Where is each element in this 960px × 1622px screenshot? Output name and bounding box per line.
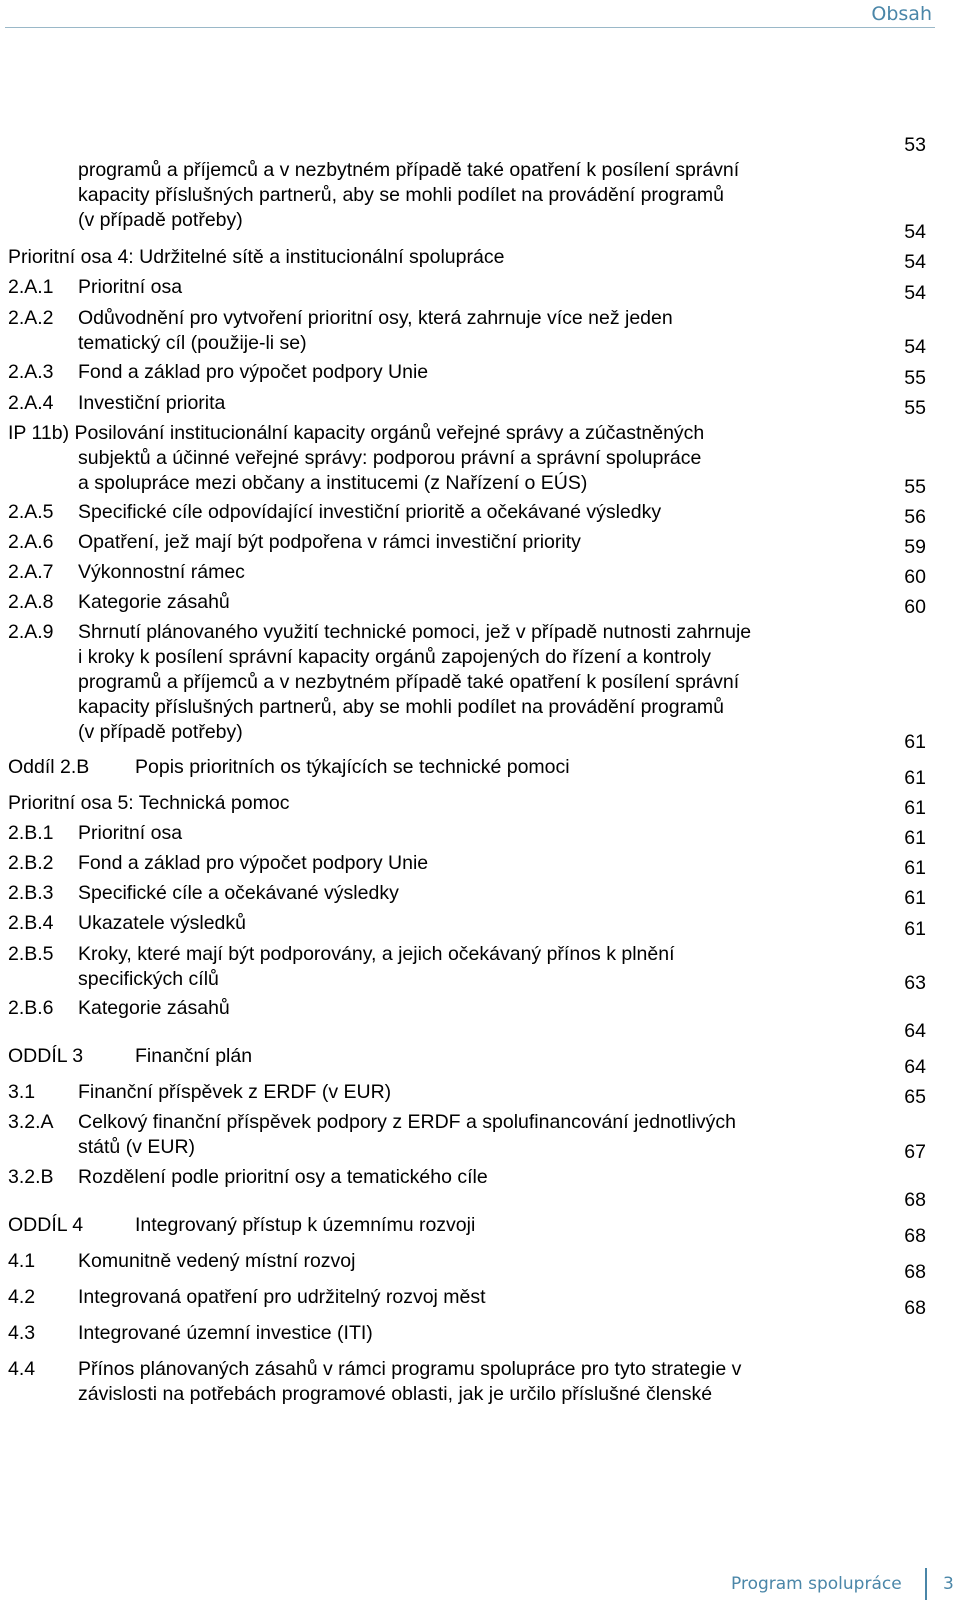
toc-entry-title-line: programů a příjemců a v nezbytném případě také opatření k posílení správní xyxy=(78,671,740,693)
toc-entry-page: 55 xyxy=(904,367,926,389)
toc-entry-number: 2.A.8 xyxy=(8,591,54,613)
toc-entry-page: 68 xyxy=(904,1261,926,1283)
toc-entry-title-line: Investiční priorita xyxy=(78,392,226,414)
toc-entry-page: 68 xyxy=(904,1297,926,1319)
toc-entry-title-line: Integrovaný přístup k územnímu rozvoji xyxy=(135,1214,476,1236)
toc-entry-title xyxy=(78,560,848,585)
toc-entry-title-line: Celkový finanční příspěvek podpory z ERDF a spolufinancování jednotlivých xyxy=(78,1111,736,1133)
toc-entry-number: 2.B.1 xyxy=(8,822,54,844)
toc-entry-title-line: Opatření, jež mají být podpořena v rámci investiční priority xyxy=(78,531,581,553)
footer-program-name: Program spolupráce xyxy=(731,1574,902,1594)
toc-entry-title xyxy=(78,1165,848,1190)
toc-entry-title-line: Fond a základ pro výpočet podpory Unie xyxy=(78,852,429,874)
toc-entry-title xyxy=(135,1213,905,1238)
toc-entry-title-line: Výkonnostní rámec xyxy=(78,561,245,583)
toc-entry-number: 2.A.9 xyxy=(8,621,54,643)
toc-entry-title xyxy=(78,391,848,416)
toc-entry-title-line: Shrnutí plánovaného využití technické pomoci, jež v případě nutnosti zahrnuje xyxy=(78,621,752,643)
toc-entry-page: 53 xyxy=(904,134,926,156)
toc-entry-page: 59 xyxy=(904,536,926,558)
toc-entry-number: 2.A.6 xyxy=(8,531,54,553)
toc-entry-page: 54 xyxy=(904,336,926,358)
toc-entry-page: 63 xyxy=(904,972,926,994)
toc-entry-page: 61 xyxy=(904,857,926,879)
toc-entry-number: 4.4 xyxy=(8,1358,36,1380)
toc-entry-title-line: Komunitně vedený místní rozvoj xyxy=(78,1250,356,1272)
toc-entry-number: 3.2.A xyxy=(8,1111,54,1133)
toc-entry-title xyxy=(78,275,848,300)
toc-entry-number: 2.A.5 xyxy=(8,501,54,523)
toc-entry-page: 61 xyxy=(904,918,926,940)
toc-entry-title-line: Odůvodnění pro vytvoření prioritní osy, která zahrnuje více než jeden xyxy=(78,307,673,329)
toc-entry-page: 64 xyxy=(904,1020,926,1042)
toc-entry-title-line: Kroky, které mají být podporovány, a jejich očekávaný přínos k plnění xyxy=(78,943,675,965)
toc-entry-number: 4.3 xyxy=(8,1322,36,1344)
toc-entry-title-line: Popis prioritních os týkajících se technické pomoci xyxy=(135,756,570,778)
toc-entry-title xyxy=(78,1080,848,1105)
toc-entry-number: ODDÍL 3 xyxy=(8,1045,84,1067)
toc-entry-title-line: i kroky k posílení správní kapacity orgánů zapojených do řízení a kontroly xyxy=(78,646,711,668)
toc-entry-page: 60 xyxy=(904,596,926,618)
toc-entry-title-line: kapacity příslušných partnerů, aby se mohli podílet na provádění programů xyxy=(78,184,725,206)
toc-entry-number: Oddíl 2.B xyxy=(8,756,90,778)
toc-entry-title xyxy=(78,1357,848,1407)
toc-entry-title-line: (v případě potřeby) xyxy=(78,209,243,231)
toc-entry-title xyxy=(8,791,848,816)
toc-entry-title-line: kapacity příslušných partnerů, aby se mohli podílet na provádění programů xyxy=(78,696,725,718)
toc-entry-title-line: Rozdělení podle prioritní osy a tematického cíle xyxy=(78,1166,488,1188)
toc-entry-title-line: Prioritní osa xyxy=(78,276,183,298)
toc-entry-page: 61 xyxy=(904,887,926,909)
toc-entry-title-line: Přínos plánovaných zásahů v rámci programu spolupráce pro tyto strategie v xyxy=(78,1358,742,1380)
toc-entry-title-line: Specifické cíle a očekávané výsledky xyxy=(78,882,399,904)
toc-entry-page: 65 xyxy=(904,1086,926,1108)
toc-entry-number: 2.B.5 xyxy=(8,943,54,965)
toc-entry-title xyxy=(78,1321,848,1346)
toc-entry-title-line: specifických cílů xyxy=(78,968,219,990)
toc-entry-title-line: Specifické cíle odpovídající investiční prioritě a očekávané výsledky xyxy=(78,501,662,523)
toc-entry-title-line: Integrované územní investice (ITI) xyxy=(78,1322,373,1344)
toc-entry-title xyxy=(135,755,905,780)
toc-entry-title-line: Ukazatele výsledků xyxy=(78,912,246,934)
toc-entry-title xyxy=(78,360,848,385)
toc-entry-title-line: Fond a základ pro výpočet podpory Unie xyxy=(78,361,429,383)
toc-entry-title xyxy=(78,881,848,906)
toc-entry-number: 2.A.3 xyxy=(8,361,54,383)
toc-entry-title-line: Kategorie zásahů xyxy=(78,591,230,613)
toc-entry-number: 2.A.1 xyxy=(8,276,54,298)
toc-entry-page: 61 xyxy=(904,731,926,753)
toc-entry-number: 2.A.7 xyxy=(8,561,54,583)
toc-entry-title-line: Integrovaná opatření pro udržitelný rozvoj měst xyxy=(78,1286,486,1308)
toc-entry-number: 3.2.B xyxy=(8,1166,54,1188)
toc-entry-page: 61 xyxy=(904,767,926,789)
running-header-title: Obsah xyxy=(871,3,932,25)
toc-entry-title xyxy=(78,530,848,555)
toc-entry-number: 2.A.2 xyxy=(8,307,54,329)
toc-entry-title-line: IP 11b) Posilování institucionální kapacity orgánů veřejné správy a zúčastněných xyxy=(8,422,705,444)
toc-entry-title-line: států (v EUR) xyxy=(78,1136,196,1158)
footer-page-number: 3 xyxy=(943,1574,954,1594)
toc-entry-title-line: závislosti na potřebách programové oblasti, jak je určilo příslušné členské xyxy=(78,1383,713,1405)
toc-entry-number: 4.1 xyxy=(8,1250,36,1272)
toc-entry-title xyxy=(78,996,848,1021)
toc-entry-number: 2.B.3 xyxy=(8,882,54,904)
toc-entry-title xyxy=(78,306,848,356)
toc-entry-title xyxy=(78,821,848,846)
toc-entry-number: 2.B.2 xyxy=(8,852,54,874)
footer-divider xyxy=(925,1568,927,1600)
toc-entry-title xyxy=(78,1285,848,1310)
toc-entry-page: 56 xyxy=(904,506,926,528)
toc-entry-title-line: (v případě potřeby) xyxy=(78,721,243,743)
toc-entry-title-line: Prioritní osa 5: Technická pomoc xyxy=(8,792,290,814)
toc-entry-title-line: programů a příjemců a v nezbytném případě také opatření k posílení správní xyxy=(78,159,740,181)
toc-entry-page: 68 xyxy=(904,1225,926,1247)
toc-entry-page: 54 xyxy=(904,282,926,304)
toc-entry-number: 2.B.4 xyxy=(8,912,54,934)
toc-entry-title-line: tematický cíl (použije-li se) xyxy=(78,332,307,354)
toc-entry-page: 55 xyxy=(904,397,926,419)
toc-entry-title xyxy=(78,851,848,876)
toc-entry-title-line: subjektů a účinné veřejné správy: podporou právní a správní spolupráce xyxy=(78,447,702,469)
toc-entry-title xyxy=(78,590,848,615)
toc-entry-title-line: Prioritní osa xyxy=(78,822,183,844)
toc-entry-title xyxy=(78,500,848,525)
toc-entry-page: 68 xyxy=(904,1189,926,1211)
toc-entry-page: 61 xyxy=(904,797,926,819)
toc-entry-page: 60 xyxy=(904,566,926,588)
toc-entry-title xyxy=(78,158,848,233)
toc-entry-title-line: Finanční příspěvek z ERDF (v EUR) xyxy=(78,1081,392,1103)
toc-entry-title-line: Finanční plán xyxy=(135,1045,253,1067)
toc-entry-page: 55 xyxy=(904,476,926,498)
toc-entry-number: ODDÍL 4 xyxy=(8,1214,84,1236)
toc-entry-title-line: Prioritní osa 4: Udržitelné sítě a institucionální spolupráce xyxy=(8,246,505,268)
toc-entry-page: 54 xyxy=(904,251,926,273)
toc-entry-number: 4.2 xyxy=(8,1286,36,1308)
toc-entry-title xyxy=(78,942,848,992)
toc-entry-page: 64 xyxy=(904,1056,926,1078)
toc-entry-title xyxy=(78,1110,848,1160)
toc-entry-title-line: a spolupráce mezi občany a institucemi (z Nařízení o EÚS) xyxy=(78,472,588,494)
toc-entry-title xyxy=(78,620,848,745)
toc-entry-title xyxy=(135,1044,905,1069)
toc-entry-page: 54 xyxy=(904,221,926,243)
toc-entry-title-line: Kategorie zásahů xyxy=(78,997,230,1019)
toc-entry-title xyxy=(8,245,848,270)
toc-entry-title xyxy=(8,421,848,496)
toc-entry-number: 2.B.6 xyxy=(8,997,54,1019)
toc-entry-page: 61 xyxy=(904,827,926,849)
toc-entry-title xyxy=(78,1249,848,1274)
toc-entry-page: 67 xyxy=(904,1141,926,1163)
toc-entry-number: 2.A.4 xyxy=(8,392,54,414)
toc-entry-number: 3.1 xyxy=(8,1081,36,1103)
toc-entry-title xyxy=(78,911,848,936)
